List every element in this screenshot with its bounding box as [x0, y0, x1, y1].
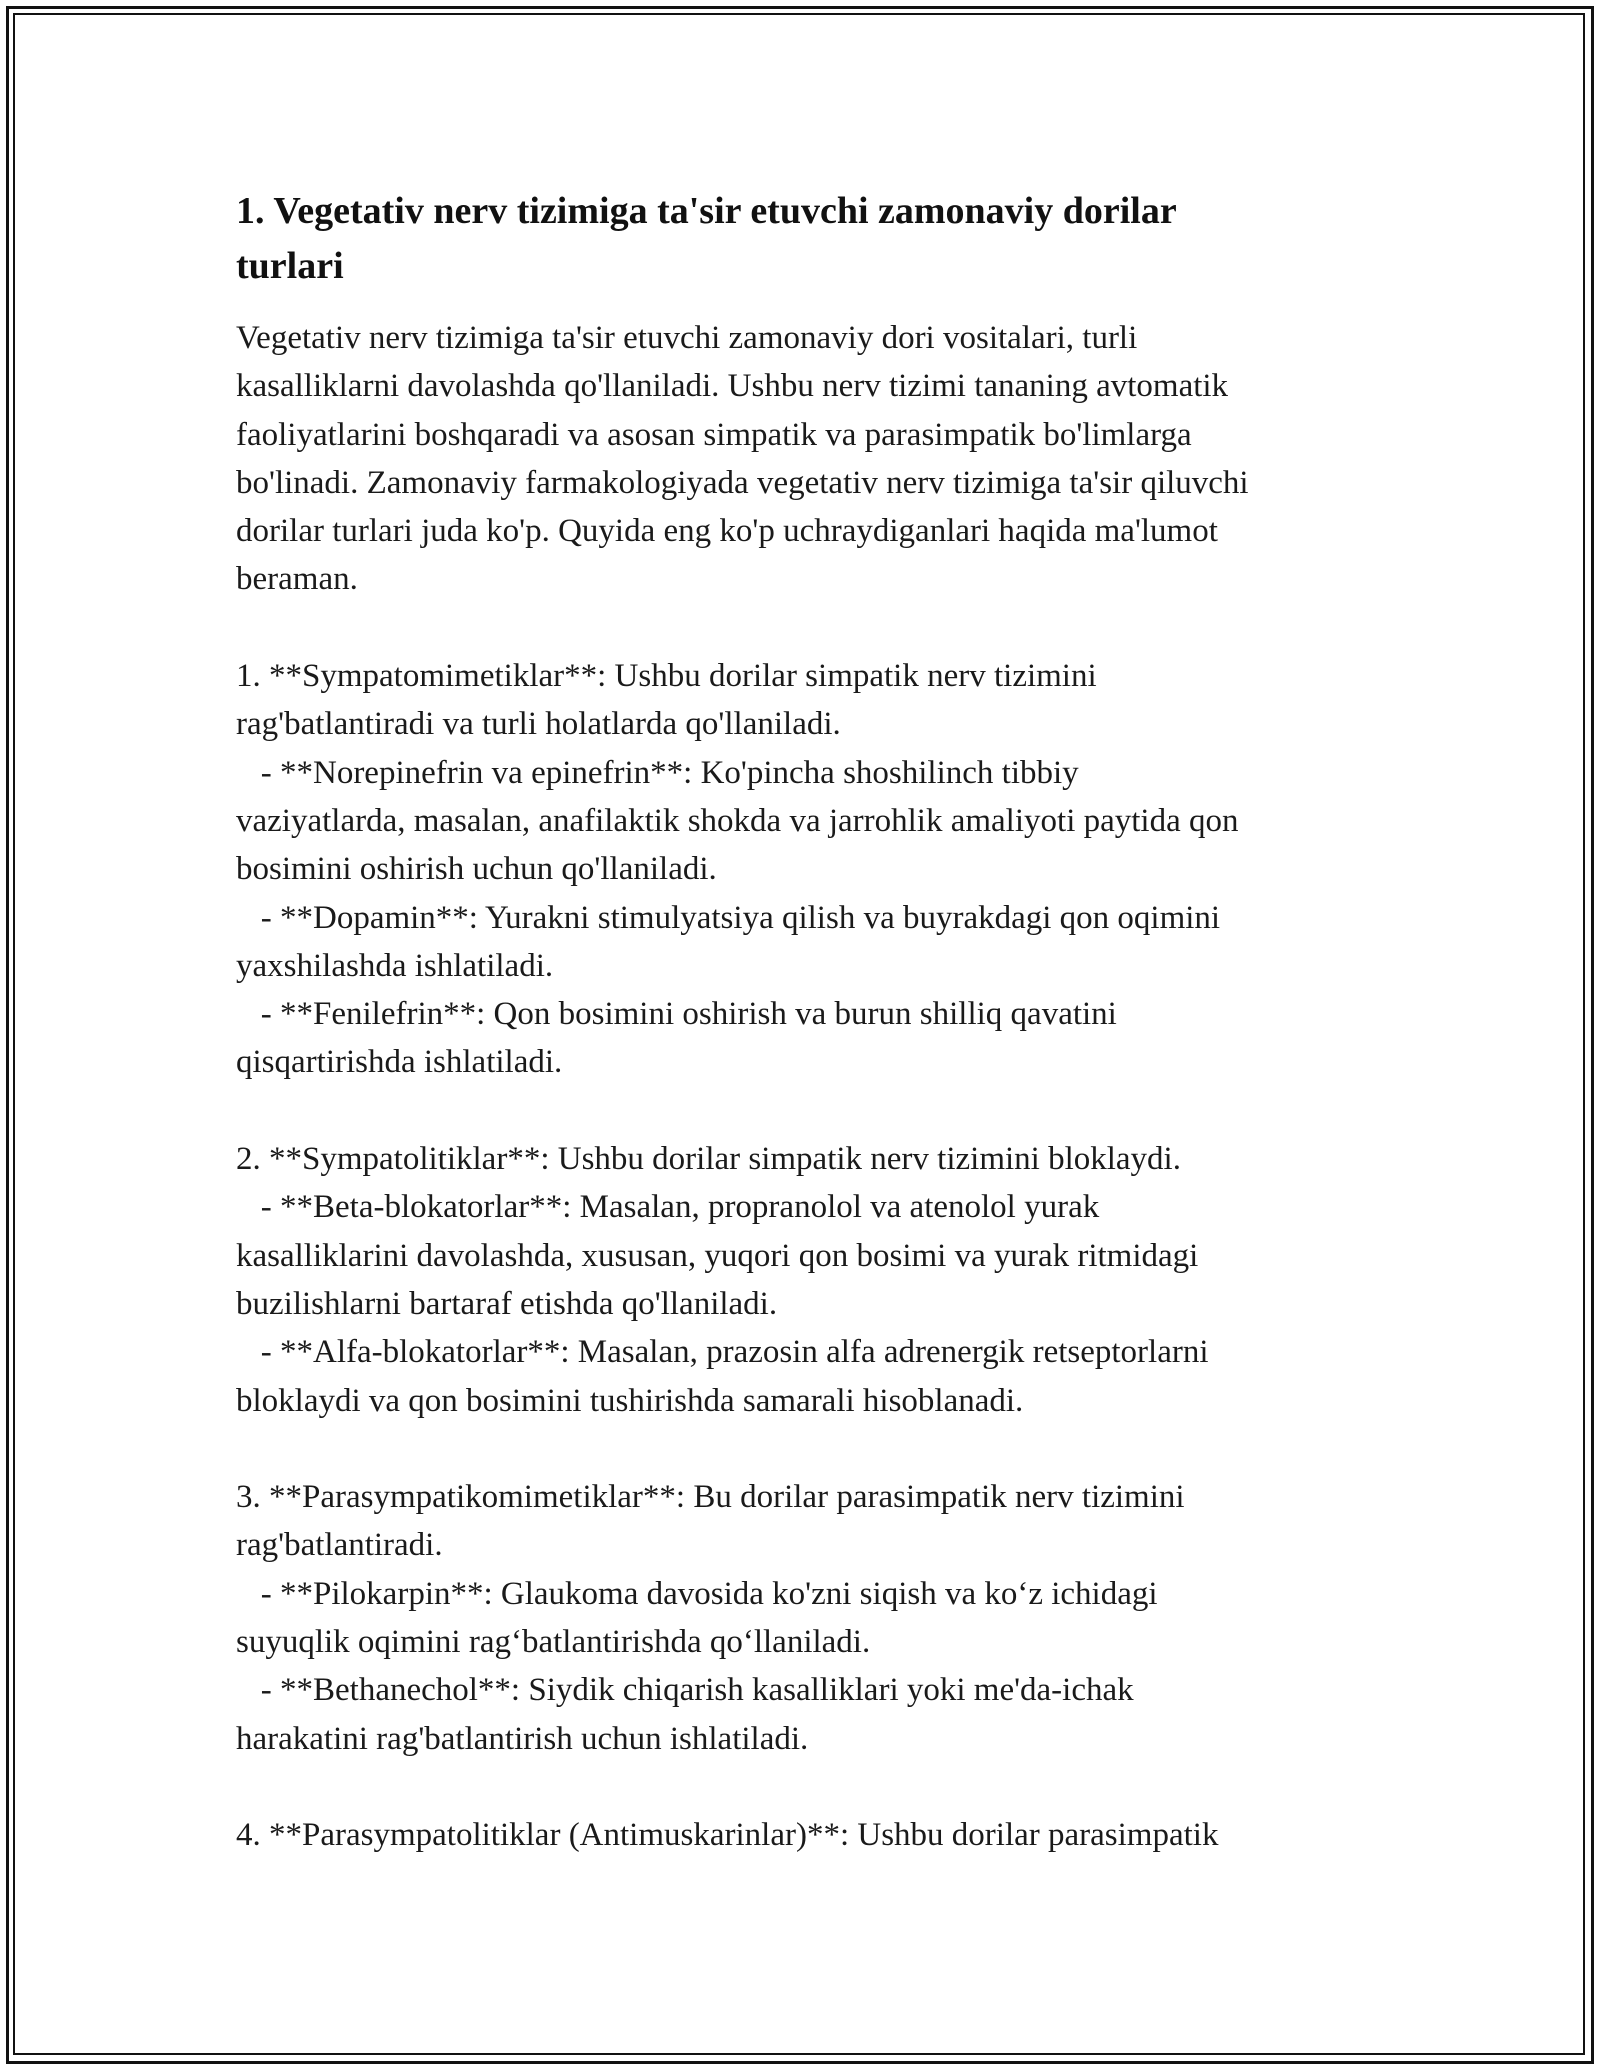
- section-line: - **Pilokarpin**: Glaukoma davosida ko'zni siqish va ko‘z ichidagi: [236, 1575, 1158, 1612]
- section-parasympatikomimetiklar: [236, 1473, 1376, 1763]
- intro-line: dorilar turlari juda ko'p. Quyida eng ko'p uchraydiganlari haqida ma'lumot: [236, 513, 1218, 550]
- paragraph-gap: [236, 1425, 1376, 1473]
- document-body: [236, 184, 1376, 1860]
- heading-line: turlari: [236, 245, 344, 287]
- intro-line: bo'linadi. Zamonaviy farmakologiyada vegetativ nerv tizimiga ta'sir qiluvchi: [236, 464, 1249, 501]
- section-line: 4. **Parasympatolitiklar (Antimuskarinlar)**: Ushbu dorilar parasimpatik: [236, 1817, 1219, 1854]
- paragraph-gap: [236, 604, 1376, 652]
- section-line: suyuqlik oqimini rag‘batlantirishda qo‘llaniladi.: [236, 1624, 871, 1661]
- section-line: - **Dopamin**: Yurakni stimulyatsiya qilish va buyrakdagi qon oqimini: [236, 899, 1221, 936]
- section-line: - **Bethanechol**: Siydik chiqarish kasalliklari yoki me'da-ichak: [236, 1672, 1134, 1709]
- section-line: - **Norepinefrin va epinefrin**: Ko'pincha shoshilinch tibbiy: [236, 754, 1079, 791]
- section-line: 1. **Sympatomimetiklar**: Ushbu dorilar simpatik nerv tizimini: [236, 658, 1097, 695]
- heading-line: 1. Vegetativ nerv tizimiga ta'sir etuvchi zamonaviy dorilar: [236, 190, 1177, 232]
- section-line: 3. **Parasympatikomimetiklar**: Bu dorilar parasimpatik nerv tizimini: [236, 1479, 1185, 1516]
- section-line: kasalliklarini davolashda, xususan, yuqori qon bosimi va yurak ritmidagi: [236, 1237, 1199, 1274]
- section-parasympatolitiklar: [236, 1811, 1376, 1859]
- intro-line: kasalliklarni davolashda qo'llaniladi. Ushbu nerv tizimi tananing avtomatik: [236, 368, 1229, 405]
- intro-line: beraman.: [236, 561, 358, 598]
- section-sympatomimetiklar: [236, 652, 1376, 1087]
- section-sympatolitiklar: [236, 1135, 1376, 1425]
- section-line: 2. **Sympatolitiklar**: Ushbu dorilar simpatik nerv tizimini bloklaydi.: [236, 1141, 1181, 1178]
- intro-line: Vegetativ nerv tizimiga ta'sir etuvchi zamonaviy dori vositalari, turli: [236, 320, 1138, 356]
- section-line: - **Alfa-blokatorlar**: Masalan, prazosin alfa adrenergik retseptorlarni: [236, 1334, 1209, 1371]
- section-line: bosimini oshirish uchun qo'llaniladi.: [236, 851, 717, 888]
- section-line: yaxshilashda ishlatiladi.: [236, 947, 554, 984]
- section-line: qisqartirishda ishlatiladi.: [236, 1044, 563, 1081]
- section-line: bloklaydi va qon bosimini tushirishda samarali hisoblanadi.: [236, 1382, 1024, 1419]
- section-line: rag'batlantiradi.: [236, 1527, 443, 1564]
- paragraph-gap: [236, 1763, 1376, 1811]
- section-line: - **Fenilefrin**: Qon bosimini oshirish va burun shilliq qavatini: [236, 996, 1117, 1033]
- section-line: - **Beta-blokatorlar**: Masalan, propranolol va atenolol yurak: [236, 1189, 1100, 1226]
- section-line: rag'batlantiradi va turli holatlarda qo'llaniladi.: [236, 706, 841, 743]
- document-heading: [236, 184, 1376, 294]
- intro-paragraph: [236, 314, 1376, 604]
- paragraph-gap: [236, 1087, 1376, 1135]
- section-line: vaziyatlarda, masalan, anafilaktik shokda va jarrohlik amaliyoti paytida qon: [236, 802, 1239, 839]
- section-line: harakatini rag'batlantirish uchun ishlatiladi.: [236, 1720, 809, 1757]
- intro-line: faoliyatlarini boshqaradi va asosan simpatik va parasimpatik bo'limlarga: [236, 416, 1192, 453]
- section-line: buzilishlarni bartaraf etishda qo'llaniladi.: [236, 1285, 778, 1322]
